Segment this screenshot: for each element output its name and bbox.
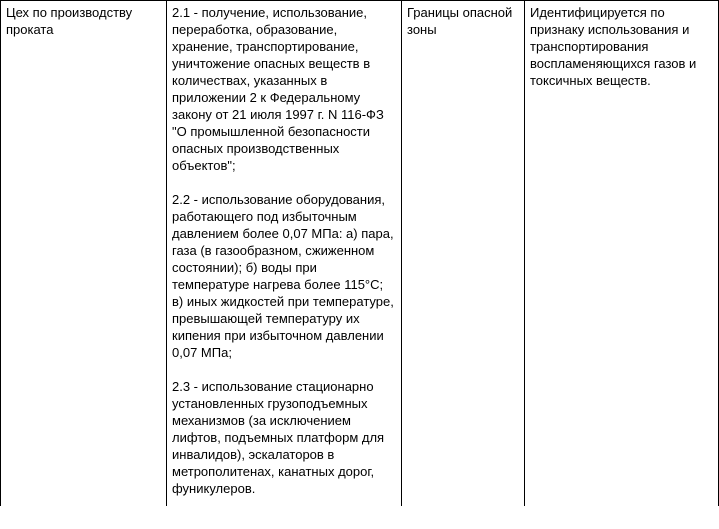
- criterion-2-3: 2.3 - использование стационарно установленных грузоподъемных механизмов (за исключением лифтов, подъемных платформ для инвалидов), эскалаторов в метрополитенах, канатных дорог, фуникулеров.: [172, 379, 385, 496]
- cell-boundaries: [402, 1, 525, 506]
- boundaries-text: Границы опасной зоны: [407, 5, 513, 37]
- identification-text: Идентифицируется по признаку использования и транспортирования воспламеняющихся газов и токсичных веществ.: [530, 5, 697, 88]
- cell-workshop: [1, 1, 167, 506]
- workshop-name: Цех по производству проката: [6, 5, 133, 37]
- cell-criteria: [167, 1, 402, 506]
- cell-identification: [525, 1, 719, 506]
- criterion-2-2: 2.2 - использование оборудования, работающего под избыточным давлением более 0,07 МПа: а) пара, газа (в газообразном, сжиженном состоянии); б) воды при температуре нагрева более 115°С; в) иных жидкостей при температуре, превышающей температуру их кипения при избыточном давлении 0,07 МПа;: [172, 192, 394, 360]
- criterion-2-1: 2.1 - получение, использование, переработка, образование, хранение, транспортирование, уничтожение опасных веществ в количествах, указанных в приложении 2 к Федеральному закону от 21 июля 1997 г. N 116-ФЗ "О промышленной безопасности опасных производственных объектов";: [172, 5, 384, 173]
